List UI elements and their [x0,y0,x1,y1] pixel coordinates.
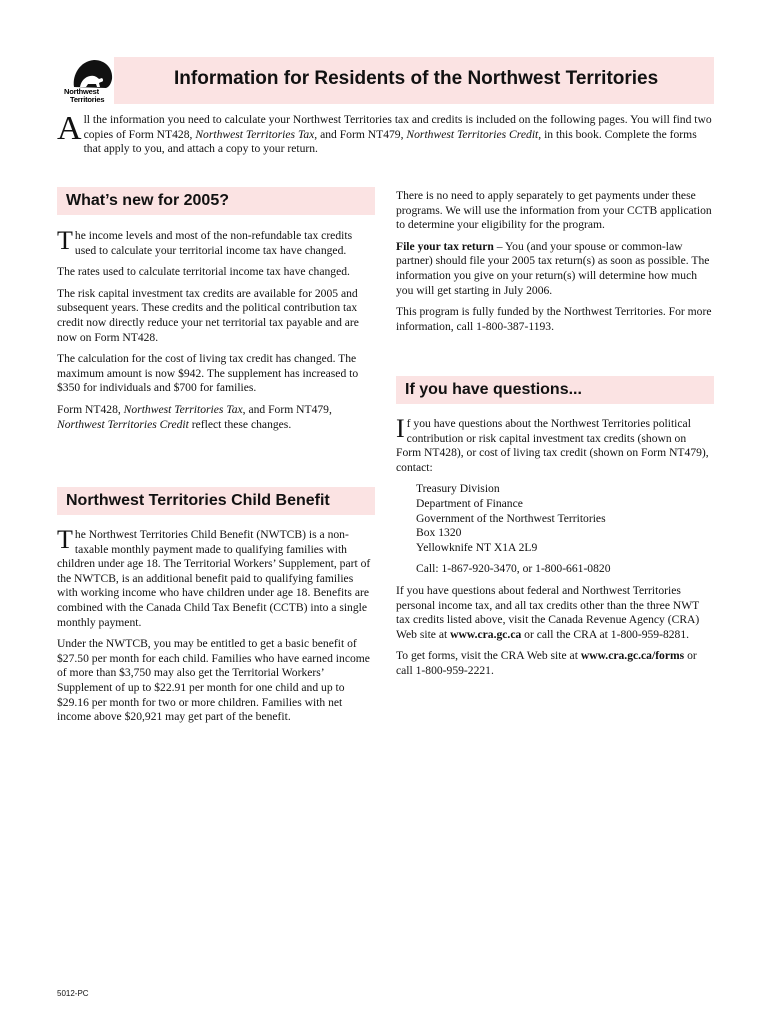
child-benefit-p1-text: he Northwest Territories Child Benefit (NWTCB) is a non-taxable monthly payment made to qualifying families with children under age 18. The Territorial Workers’ Supplement, part of the NWTCB, is an additional benefit paid to qualifying families with working income who have children under age 18. Benefits are combined with the Canada Child Tax Benefit (CCTB) into a single monthly payment. [57,528,371,629]
whats-new-p1-text: he income levels and most of the non-refundable tax credits used to calculate your territorial income tax have changed. [74,229,353,257]
address-line: Department of Finance [416,496,523,510]
questions-section [396,414,714,686]
whats-new-p3: The risk capital investment tax credits are available for 2005 and subsequent years. These credits and the political contribution tax credit now directly reduce your net territorial tax payable and are now on Form NT428. [57,286,359,344]
questions-p2 [396,584,714,642]
intro-paragraph [57,110,712,157]
treasury-phone: Call: 1-867-920-3470, or 1-800-661-0820 [416,562,611,576]
questions-p2-a: If you have questions about federal and Northwest Territories personal income tax, and all tax credits other than the three NWT tax credits listed above, visit the Canada Revenue Agency (CRA) Web site at [396,583,700,641]
whats-new-p4: The calculation for the cost of living tax credit has changed. The maximum amount is now $942. The supplement has increased to $350 for individuals and $700 for families. [57,352,359,395]
whats-new-p2: The rates used to calculate territorial income tax have changed. [57,265,350,279]
whats-new-section [57,226,375,439]
questions-p2-b: or call the CRA at 1-800-959-8281. [521,627,690,641]
address-line: Treasury Division [416,482,500,496]
questions-p1-text: f you have questions about the Northwest Territories political contribution or risk capital investment tax credits (shown on Form NT428), or cost of living tax credit (shown on Form NT479), contact: [396,417,709,474]
cra-forms-link[interactable]: www.cra.gc.ca/forms [580,649,685,663]
whats-new-p5-c: reflect these changes. [188,417,292,431]
whats-new-p5-b: , and Form NT479, [242,402,332,416]
treasury-address [416,482,714,555]
logo-line-2: Territories [70,95,105,104]
program-funding-paragraph: This program is fully funded by the Northwest Territories. For more information, call 1-800-387-1193. [396,305,712,333]
file-return-paragraph [396,240,714,298]
intro-italic-a: Northwest Territories Tax [195,127,315,141]
whats-new-p5-italic-1: Northwest Territories Tax [123,402,243,416]
whats-new-p5-a: Form NT428, [57,402,124,416]
nwt-logo [58,57,120,107]
whats-new-dropcap: T [57,226,73,255]
program-info-section [396,189,714,341]
intro-text-c: , in this book. Complete the forms that apply to you, and attach a copy to your return. [83,127,697,155]
file-return-label: File your tax return [396,239,494,253]
whats-new-p5-italic-2: Northwest Territories Credit [57,417,189,431]
child-benefit-p2: Under the NWTCB, you may be entitled to get a basic benefit of $27.50 per month for each child. Families who have earned income of more than $3,750 may also get the Territorial Workers’ Supplement of up to $22.91 per month for one child and up to $29.16 per month for two or more children. Families with net income above $20,921 may get part of the benefit. [57,637,370,724]
polar-bear-logo-icon [66,57,114,89]
logo-wordmark [64,88,104,104]
logo-line-1: Northwest [64,87,99,96]
form-code: 5012-PC [57,989,89,998]
whats-new-p5 [57,403,375,432]
questions-heading: If you have questions... [396,376,714,404]
address-line: Yellowknife NT X1A 2L9 [416,540,538,554]
page-title: Information for Residents of the Northwest Territories [174,68,659,89]
questions-p3 [396,649,714,678]
intro-dropcap: A [57,110,82,147]
address-line: Government of the Northwest Territories [416,511,606,525]
cra-website-link[interactable]: www.cra.gc.ca [450,627,522,641]
questions-p3-b: or call 1-800-959-2221. [396,649,697,677]
questions-p1 [396,414,714,475]
child-benefit-dropcap: T [57,525,73,554]
program-info-p1: There is no need to apply separately to get payments under these programs. We will use the information from your CCTB application to determine your eligibility for the program. [396,189,712,232]
child-benefit-section [57,525,375,732]
child-benefit-heading: Northwest Territories Child Benefit [57,487,375,515]
whats-new-heading: What’s new for 2005? [57,187,375,215]
intro-text-a: ll the information you need to calculate your Northwest Territories tax and credits is included on the following pages. You will find two copies of Form NT428, [83,113,712,141]
intro-italic-b: Northwest Territories Credit [406,127,539,141]
questions-dropcap: I [396,414,405,443]
file-return-text: – You (and your spouse or common-law partner) should file your 2005 tax return(s) as soon as possible. The information you give on your return(s) will determine how much you will get starting in July 2006. [396,239,710,297]
questions-p3-a: To get forms, visit the CRA Web site at [396,649,581,663]
whats-new-p1 [57,226,375,258]
intro-text-b: , and Form NT479, [314,127,407,141]
child-benefit-p1 [57,525,375,630]
address-line: Box 1320 [416,526,462,540]
